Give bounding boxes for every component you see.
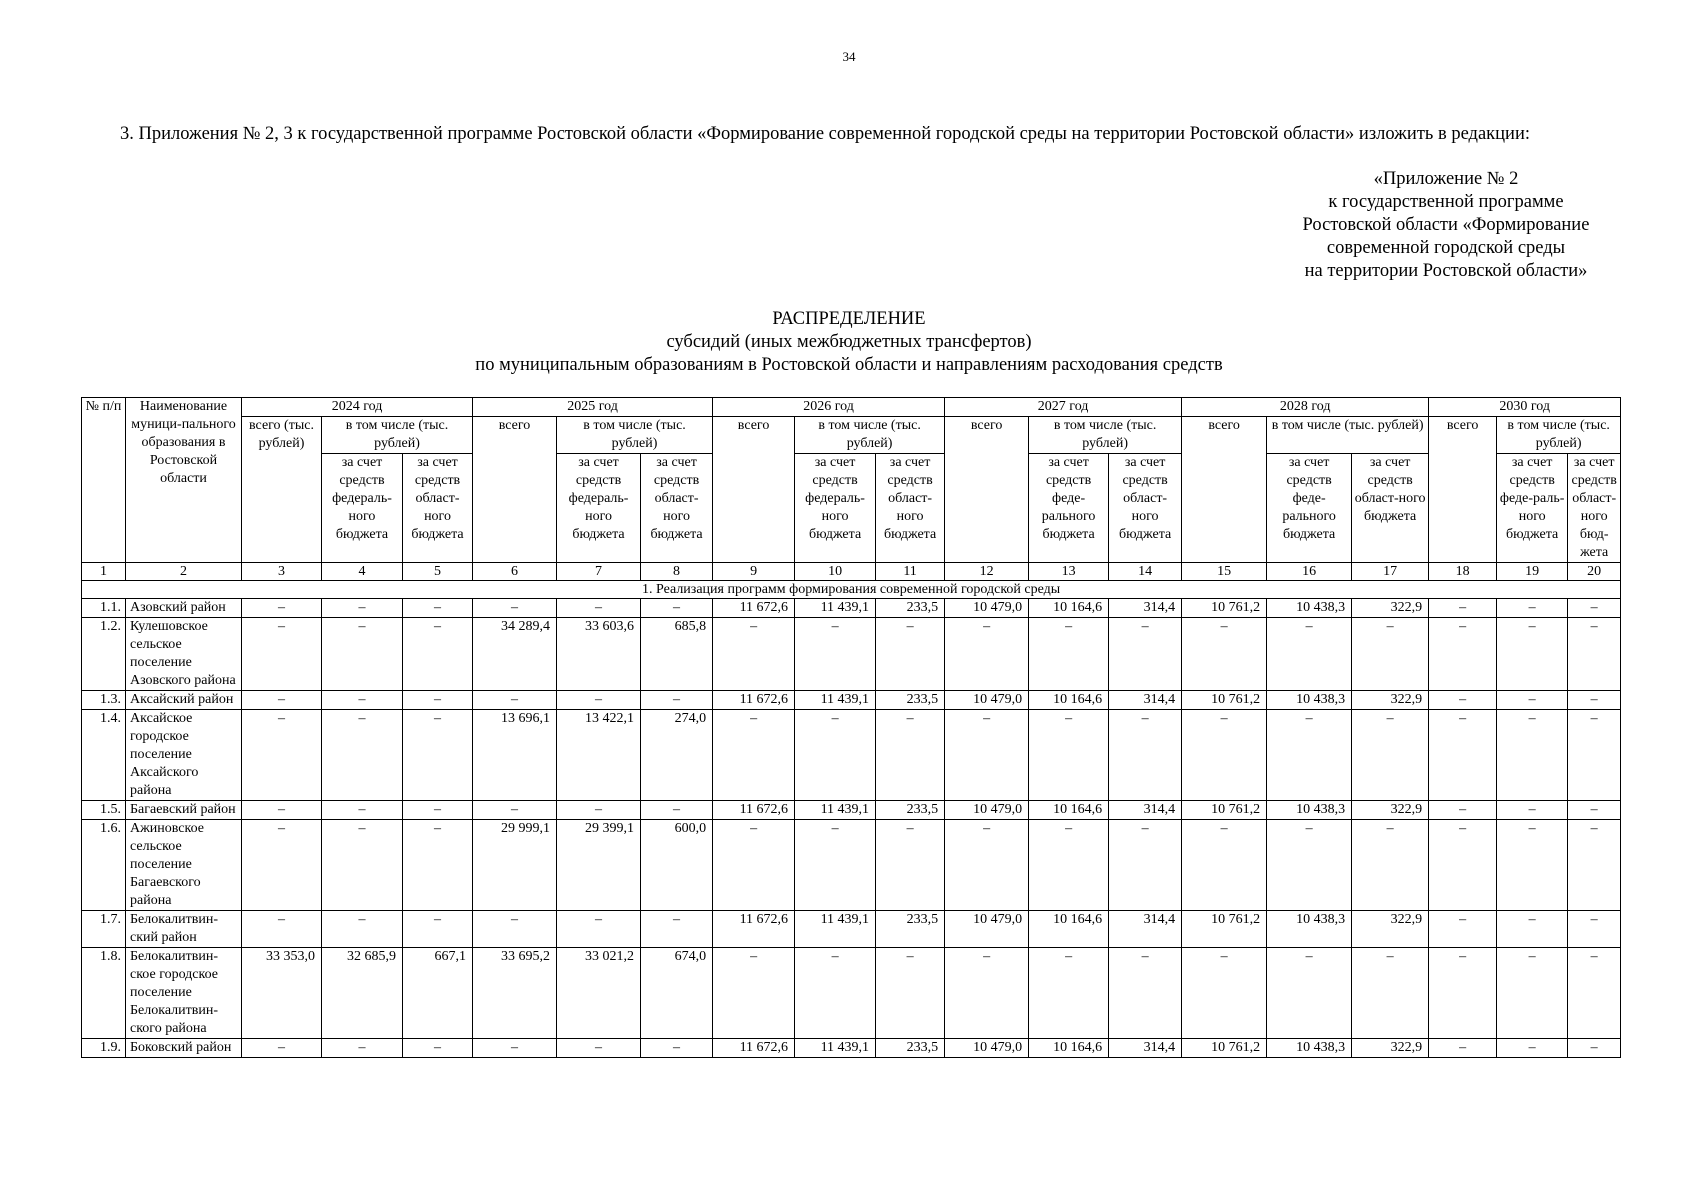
value-cell: 322,9 (1352, 599, 1429, 618)
header-including: в том числе (тыс. рублей) (557, 417, 713, 454)
appendix-line: «Приложение № 2 (1373, 169, 1519, 189)
row-number: 1.8. (82, 948, 126, 1039)
header-year: 2027 год (945, 398, 1182, 417)
header-total: всего (473, 417, 557, 563)
column-number: 6 (473, 563, 557, 581)
column-number-row (82, 563, 1621, 581)
value-cell: – (795, 618, 876, 691)
value-cell: – (473, 911, 557, 948)
column-number: 19 (1497, 563, 1568, 581)
header-including: в том числе (тыс. рублей) (1497, 417, 1621, 454)
row-number: 1.2. (82, 618, 126, 691)
value-cell: – (1568, 948, 1621, 1039)
value-cell: – (1109, 710, 1182, 801)
value-cell: – (473, 801, 557, 820)
value-cell: – (473, 1039, 557, 1058)
header-total: всего (1182, 417, 1267, 563)
intro-paragraph: 3. Приложения № 2, 3 к государственной программе Ростовской области «Формирование современной городской среды на территории Ростовской области» изложить в редакции: (120, 124, 1531, 144)
value-cell: – (1497, 599, 1568, 618)
row-number: 1.5. (82, 801, 126, 820)
value-cell: 11 672,6 (713, 691, 795, 710)
column-number: 11 (876, 563, 945, 581)
header-federal: за счет средств федераль-ного бюджета (557, 454, 641, 563)
value-cell: – (1182, 618, 1267, 691)
value-cell: 314,4 (1109, 599, 1182, 618)
value-cell: – (403, 820, 473, 911)
row-number: 1.1. (82, 599, 126, 618)
value-cell: 233,5 (876, 599, 945, 618)
value-cell: 11 439,1 (795, 911, 876, 948)
value-cell: – (1429, 948, 1497, 1039)
value-cell: – (557, 599, 641, 618)
value-cell: – (1497, 820, 1568, 911)
value-cell: 274,0 (641, 710, 713, 801)
value-cell: – (1109, 948, 1182, 1039)
header-including: в том числе (тыс. рублей) (1029, 417, 1182, 454)
value-cell: – (322, 710, 403, 801)
value-cell: – (473, 691, 557, 710)
value-cell: 11 672,6 (713, 1039, 795, 1058)
value-cell: – (945, 820, 1029, 911)
header-including: в том числе (тыс. рублей) (795, 417, 945, 454)
value-cell: – (1497, 710, 1568, 801)
value-cell: – (403, 1039, 473, 1058)
column-number: 14 (1109, 563, 1182, 581)
value-cell: – (1352, 710, 1429, 801)
value-cell: – (1568, 691, 1621, 710)
value-cell: 11 672,6 (713, 599, 795, 618)
value-cell: – (1429, 691, 1497, 710)
row-number: 1.9. (82, 1039, 126, 1058)
column-number: 12 (945, 563, 1029, 581)
row-number: 1.3. (82, 691, 126, 710)
value-cell: 10 164,6 (1029, 911, 1109, 948)
municipality-name: Белокалитвин-ское городское поселение Белокалитвин-ского района (126, 948, 242, 1039)
value-cell: – (945, 618, 1029, 691)
appendix-line: к государственной программе (1328, 192, 1564, 212)
value-cell: 11 439,1 (795, 599, 876, 618)
document-heading (0, 308, 1698, 377)
value-cell: – (1182, 948, 1267, 1039)
value-cell: 10 761,2 (1182, 911, 1267, 948)
value-cell: – (1497, 691, 1568, 710)
value-cell: 10 438,3 (1267, 911, 1352, 948)
table-row (82, 710, 1621, 801)
value-cell: 10 164,6 (1029, 801, 1109, 820)
value-cell: – (1352, 948, 1429, 1039)
value-cell: – (1568, 710, 1621, 801)
value-cell: – (557, 911, 641, 948)
value-cell: – (403, 599, 473, 618)
value-cell: 10 479,0 (945, 691, 1029, 710)
value-cell: – (1568, 820, 1621, 911)
value-cell: – (641, 599, 713, 618)
municipality-name: Кулешовское сельское поселение Азовского района (126, 618, 242, 691)
header-federal: за счет средств феде-рального бюджета (1029, 454, 1109, 563)
value-cell: – (1029, 948, 1109, 1039)
value-cell: – (242, 911, 322, 948)
column-number: 13 (1029, 563, 1109, 581)
value-cell: 314,4 (1109, 691, 1182, 710)
header-regional: за счет средств област-ного бюджета (1352, 454, 1429, 563)
header-including: в том числе (тыс. рублей) (322, 417, 473, 454)
value-cell: – (1497, 948, 1568, 1039)
value-cell: – (641, 911, 713, 948)
column-number: 7 (557, 563, 641, 581)
value-cell: – (713, 820, 795, 911)
value-cell: – (557, 801, 641, 820)
value-cell: – (1267, 948, 1352, 1039)
value-cell: 11 672,6 (713, 911, 795, 948)
value-cell: – (242, 618, 322, 691)
header-regional: за счет средств област-ного бюджета (876, 454, 945, 563)
value-cell: – (1267, 820, 1352, 911)
value-cell: – (1029, 710, 1109, 801)
value-cell: – (1568, 911, 1621, 948)
value-cell: 10 761,2 (1182, 1039, 1267, 1058)
value-cell: 10 438,3 (1267, 1039, 1352, 1058)
header-total: всего (713, 417, 795, 563)
value-cell: – (1497, 911, 1568, 948)
header-regional: за счет средств област-ного бюджета (1109, 454, 1182, 563)
column-number: 18 (1429, 563, 1497, 581)
value-cell: – (322, 599, 403, 618)
table-row (82, 911, 1621, 948)
value-cell: – (1497, 801, 1568, 820)
municipality-name: Багаевский район (126, 801, 242, 820)
value-cell: 10 164,6 (1029, 1039, 1109, 1058)
value-cell: – (641, 691, 713, 710)
column-number: 9 (713, 563, 795, 581)
value-cell: – (322, 911, 403, 948)
value-cell: 13 696,1 (473, 710, 557, 801)
value-cell: 10 438,3 (1267, 801, 1352, 820)
heading-subtitle: субсидий (иных межбюджетных трансфертов) (666, 332, 1032, 352)
value-cell: – (322, 1039, 403, 1058)
value-cell: 322,9 (1352, 911, 1429, 948)
section-title: 1. Реализация программ формирования современной городской среды (82, 581, 1621, 599)
value-cell: – (1267, 710, 1352, 801)
column-number: 17 (1352, 563, 1429, 581)
table-row (82, 691, 1621, 710)
value-cell: – (945, 710, 1029, 801)
row-number: 1.4. (82, 710, 126, 801)
value-cell: 11 439,1 (795, 691, 876, 710)
header-regional: за счет средств област-ного бюд-жета (1568, 454, 1621, 563)
column-number: 5 (403, 563, 473, 581)
value-cell: 11 439,1 (795, 801, 876, 820)
column-number: 8 (641, 563, 713, 581)
value-cell: – (242, 1039, 322, 1058)
value-cell: – (641, 1039, 713, 1058)
value-cell: 233,5 (876, 801, 945, 820)
value-cell: – (713, 618, 795, 691)
heading-title: РАСПРЕДЕЛЕНИЕ (772, 309, 926, 329)
value-cell: – (1429, 710, 1497, 801)
value-cell: 29 399,1 (557, 820, 641, 911)
value-cell: – (1497, 618, 1568, 691)
value-cell: 600,0 (641, 820, 713, 911)
table-body (82, 581, 1621, 1058)
value-cell: 314,4 (1109, 801, 1182, 820)
value-cell: 11 439,1 (795, 1039, 876, 1058)
value-cell: 10 761,2 (1182, 599, 1267, 618)
value-cell: – (713, 948, 795, 1039)
value-cell: – (403, 710, 473, 801)
row-number: 1.6. (82, 820, 126, 911)
value-cell: 10 479,0 (945, 801, 1029, 820)
municipality-name: Ажиновское сельское поселение Багаевского района (126, 820, 242, 911)
value-cell: – (403, 801, 473, 820)
row-number: 1.7. (82, 911, 126, 948)
table-row (82, 1039, 1621, 1058)
value-cell: 33 353,0 (242, 948, 322, 1039)
value-cell: 10 479,0 (945, 911, 1029, 948)
value-cell: 233,5 (876, 1039, 945, 1058)
value-cell: – (557, 691, 641, 710)
value-cell: – (1267, 618, 1352, 691)
value-cell: – (473, 599, 557, 618)
value-cell: – (1352, 820, 1429, 911)
value-cell: 10 479,0 (945, 599, 1029, 618)
header-year: 2025 год (473, 398, 713, 417)
column-number: 4 (322, 563, 403, 581)
value-cell: 34 289,4 (473, 618, 557, 691)
value-cell: 674,0 (641, 948, 713, 1039)
header-year: 2028 год (1182, 398, 1429, 417)
appendix-line: Ростовской области «Формирование (1302, 215, 1590, 235)
value-cell: – (1429, 599, 1497, 618)
appendix-caption (1270, 168, 1622, 283)
value-cell: – (876, 948, 945, 1039)
header-total: всего (1429, 417, 1497, 563)
column-number: 1 (82, 563, 126, 581)
municipality-name: Азовский район (126, 599, 242, 618)
column-number: 10 (795, 563, 876, 581)
value-cell: – (1568, 801, 1621, 820)
value-cell: – (242, 599, 322, 618)
value-cell: – (403, 911, 473, 948)
value-cell: 233,5 (876, 911, 945, 948)
value-cell: – (1429, 801, 1497, 820)
value-cell: – (1182, 710, 1267, 801)
value-cell: – (1029, 820, 1109, 911)
value-cell: 10 164,6 (1029, 691, 1109, 710)
value-cell: – (242, 801, 322, 820)
value-cell: 33 021,2 (557, 948, 641, 1039)
value-cell: – (1429, 911, 1497, 948)
value-cell: 10 164,6 (1029, 599, 1109, 618)
value-cell: – (795, 948, 876, 1039)
value-cell: – (1182, 820, 1267, 911)
value-cell: 10 761,2 (1182, 801, 1267, 820)
header-name: Наименование муници-пального образования в Ростовской области (126, 398, 242, 563)
value-cell: – (242, 820, 322, 911)
value-cell: – (876, 618, 945, 691)
value-cell: – (1429, 1039, 1497, 1058)
header-year: 2024 год (242, 398, 473, 417)
value-cell: 314,4 (1109, 911, 1182, 948)
table-row (82, 801, 1621, 820)
distribution-table (81, 397, 1621, 1058)
column-number: 15 (1182, 563, 1267, 581)
value-cell: 322,9 (1352, 691, 1429, 710)
header-total: всего (945, 417, 1029, 563)
value-cell: – (322, 801, 403, 820)
table-row (82, 618, 1621, 691)
value-cell: – (795, 820, 876, 911)
header-year: 2026 год (713, 398, 945, 417)
value-cell: – (322, 820, 403, 911)
value-cell: – (322, 691, 403, 710)
heading-subtitle: по муниципальным образованиям в Ростовской области и направлениям расходования средств (475, 355, 1223, 375)
value-cell: 685,8 (641, 618, 713, 691)
value-cell: 11 672,6 (713, 801, 795, 820)
header-num: № п/п (82, 398, 126, 563)
value-cell: – (795, 710, 876, 801)
value-cell: 10 438,3 (1267, 599, 1352, 618)
municipality-name: Белокалитвин-ский район (126, 911, 242, 948)
value-cell: – (876, 710, 945, 801)
value-cell: 13 422,1 (557, 710, 641, 801)
value-cell: 32 685,9 (322, 948, 403, 1039)
appendix-line: современной городской среды (1326, 238, 1566, 258)
value-cell: – (403, 691, 473, 710)
value-cell: 322,9 (1352, 801, 1429, 820)
header-federal: за счет средств федераль-ного бюджета (795, 454, 876, 563)
header-federal: за счет средств феде-раль-ного бюджета (1497, 454, 1568, 563)
header-regional: за счет средств област-ного бюджета (403, 454, 473, 563)
value-cell: – (876, 820, 945, 911)
header-total: всего (тыс. рублей) (242, 417, 322, 563)
header-year: 2030 год (1429, 398, 1621, 417)
table-row (82, 599, 1621, 618)
table-row (82, 948, 1621, 1039)
value-cell: – (1497, 1039, 1568, 1058)
value-cell: – (1429, 618, 1497, 691)
header-federal: за счет средств феде-рального бюджета (1267, 454, 1352, 563)
value-cell: 10 438,3 (1267, 691, 1352, 710)
value-cell: 10 761,2 (1182, 691, 1267, 710)
value-cell: – (1568, 618, 1621, 691)
value-cell: – (1568, 1039, 1621, 1058)
municipality-name: Аксайский район (126, 691, 242, 710)
value-cell: – (1429, 820, 1497, 911)
column-number: 16 (1267, 563, 1352, 581)
value-cell: 233,5 (876, 691, 945, 710)
value-cell: 29 999,1 (473, 820, 557, 911)
value-cell: 667,1 (403, 948, 473, 1039)
value-cell: – (1029, 618, 1109, 691)
value-cell: – (1568, 599, 1621, 618)
value-cell: 10 479,0 (945, 1039, 1029, 1058)
header-regional: за счет средств област-ного бюджета (641, 454, 713, 563)
appendix-line: на территории Ростовской области» (1304, 261, 1588, 281)
municipality-name: Аксайское городское поселение Аксайского района (126, 710, 242, 801)
value-cell: – (1109, 820, 1182, 911)
value-cell: 314,4 (1109, 1039, 1182, 1058)
value-cell: – (242, 691, 322, 710)
value-cell: – (322, 618, 403, 691)
page-number: 34 (842, 49, 856, 64)
value-cell: – (1352, 618, 1429, 691)
column-number: 20 (1568, 563, 1621, 581)
value-cell: – (641, 801, 713, 820)
value-cell: 322,9 (1352, 1039, 1429, 1058)
value-cell: – (242, 710, 322, 801)
value-cell: 33 603,6 (557, 618, 641, 691)
value-cell: – (713, 710, 795, 801)
value-cell: 33 695,2 (473, 948, 557, 1039)
table-row (82, 820, 1621, 911)
column-number: 2 (126, 563, 242, 581)
value-cell: – (1109, 618, 1182, 691)
header-including: в том числе (тыс. рублей) (1267, 417, 1429, 454)
header-federal: за счет средств федераль-ного бюджета (322, 454, 403, 563)
municipality-name: Боковский район (126, 1039, 242, 1058)
value-cell: – (945, 948, 1029, 1039)
column-number: 3 (242, 563, 322, 581)
value-cell: – (403, 618, 473, 691)
value-cell: – (557, 1039, 641, 1058)
